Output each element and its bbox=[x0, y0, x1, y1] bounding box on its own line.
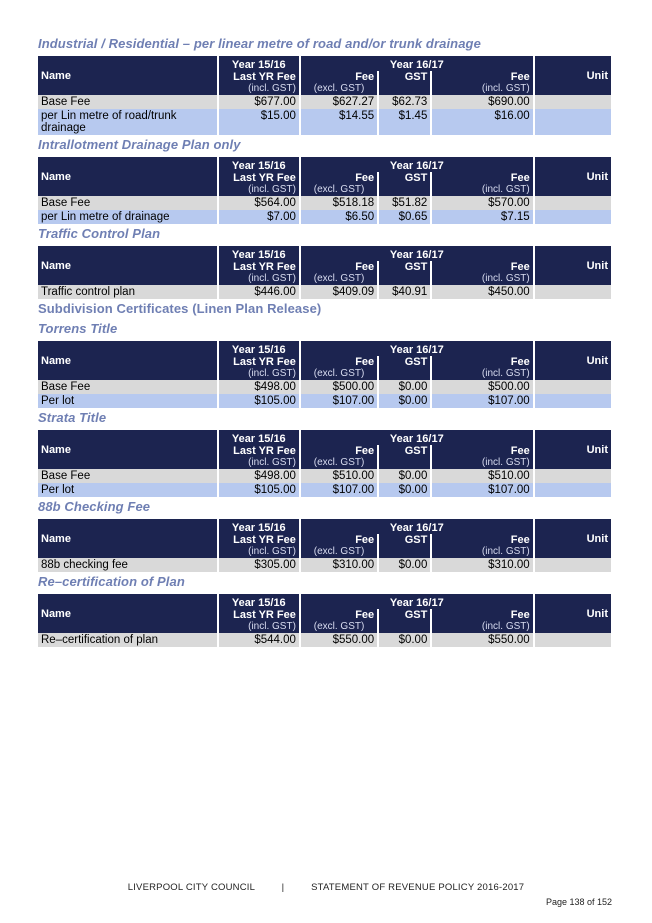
column-header-gst: GST bbox=[379, 609, 430, 621]
column-header-gst: GST bbox=[379, 445, 430, 457]
cell-gst: $0.00 bbox=[379, 633, 430, 647]
cell-fee-excl: $310.00 bbox=[301, 558, 377, 572]
cell-name: 88b checking fee bbox=[38, 558, 217, 572]
column-subheader-incl-gst: (incl. GST) bbox=[219, 273, 299, 285]
column-subheader-incl-gst: (incl. GST) bbox=[432, 621, 532, 633]
cell-last-yr-fee: $105.00 bbox=[219, 394, 299, 408]
cell-name: Per lot bbox=[38, 394, 217, 408]
section-title: Re–certification of Plan bbox=[38, 574, 185, 589]
cell-name: Base Fee bbox=[38, 95, 217, 109]
cell-fee-incl: $570.00 bbox=[432, 196, 532, 210]
cell-gst: $0.65 bbox=[379, 210, 430, 224]
footer-org: LIVERPOOL CITY COUNCIL bbox=[127, 882, 255, 893]
cell-fee-excl: $107.00 bbox=[301, 483, 377, 497]
cell-fee-incl: $690.00 bbox=[432, 95, 532, 109]
section-title: Industrial / Residential – per linear metre of road and/or trunk drainage bbox=[38, 36, 481, 51]
section-title: Strata Title bbox=[38, 410, 107, 425]
column-header-fee-incl: Fee bbox=[432, 534, 532, 546]
column-header-gst: GST bbox=[379, 172, 430, 184]
column-header-year-prev: Year 15/16 bbox=[219, 594, 299, 609]
column-header-fee-incl: Fee bbox=[432, 609, 532, 621]
cell-last-yr-fee: $305.00 bbox=[219, 558, 299, 572]
cell-unit bbox=[535, 558, 611, 572]
cell-fee-incl: $510.00 bbox=[432, 469, 532, 483]
column-header-year-curr: Year 16/17 bbox=[301, 56, 533, 71]
fee-table bbox=[36, 430, 613, 497]
cell-unit bbox=[535, 483, 611, 497]
cell-unit bbox=[535, 196, 611, 210]
column-header-name: Name bbox=[38, 341, 217, 380]
column-subheader-incl-gst: (incl. GST) bbox=[432, 546, 532, 558]
column-header-name: Name bbox=[38, 430, 217, 469]
column-header-year-curr: Year 16/17 bbox=[301, 246, 533, 261]
column-header-year-curr: Year 16/17 bbox=[301, 594, 533, 609]
column-header-year-curr: Year 16/17 bbox=[301, 341, 533, 356]
cell-fee-incl: $16.00 bbox=[432, 109, 532, 135]
cell-gst: $40.91 bbox=[379, 285, 430, 299]
column-subheader-excl-gst: (excl. GST) bbox=[301, 83, 377, 95]
column-header-fee-excl: Fee bbox=[301, 172, 377, 184]
cell-last-yr-fee: $7.00 bbox=[219, 210, 299, 224]
cell-fee-incl: $450.00 bbox=[432, 285, 532, 299]
column-header-unit: Unit bbox=[535, 519, 611, 558]
cell-fee-excl: $14.55 bbox=[301, 109, 377, 135]
cell-gst: $0.00 bbox=[379, 469, 430, 483]
table-row bbox=[38, 285, 611, 299]
column-header-last-yr-fee: Last YR Fee bbox=[219, 71, 299, 83]
cell-gst: $51.82 bbox=[379, 196, 430, 210]
column-header-unit: Unit bbox=[535, 157, 611, 196]
cell-gst: $62.73 bbox=[379, 95, 430, 109]
cell-gst: $0.00 bbox=[379, 558, 430, 572]
cell-name: per Lin metre of road/trunk drainage bbox=[38, 109, 217, 135]
page-number: Page 138 of 152 bbox=[545, 897, 612, 907]
footer-doc-title: STATEMENT OF REVENUE POLICY 2016-2017 bbox=[311, 882, 525, 893]
fee-table bbox=[36, 594, 613, 647]
column-header-fee-incl: Fee bbox=[432, 261, 532, 273]
section-title: Traffic Control Plan bbox=[38, 226, 161, 241]
cell-last-yr-fee: $498.00 bbox=[219, 469, 299, 483]
cell-gst: $0.00 bbox=[379, 483, 430, 497]
column-subheader-gst-blank bbox=[379, 621, 430, 633]
column-header-unit: Unit bbox=[535, 430, 611, 469]
cell-fee-incl: $107.00 bbox=[432, 394, 532, 408]
column-subheader-incl-gst: (incl. GST) bbox=[432, 83, 532, 95]
column-header-last-yr-fee: Last YR Fee bbox=[219, 445, 299, 457]
table-row bbox=[38, 210, 611, 224]
column-subheader-excl-gst: (excl. GST) bbox=[301, 457, 377, 469]
fee-table bbox=[36, 519, 613, 572]
cell-gst: $1.45 bbox=[379, 109, 430, 135]
table-row bbox=[38, 469, 611, 483]
cell-last-yr-fee: $544.00 bbox=[219, 633, 299, 647]
cell-name: Base Fee bbox=[38, 469, 217, 483]
column-subheader-incl-gst: (incl. GST) bbox=[432, 457, 532, 469]
column-header-year-prev: Year 15/16 bbox=[219, 341, 299, 356]
cell-last-yr-fee: $677.00 bbox=[219, 95, 299, 109]
cell-fee-incl: $500.00 bbox=[432, 380, 532, 394]
cell-fee-excl: $107.00 bbox=[301, 394, 377, 408]
column-header-gst: GST bbox=[379, 261, 430, 273]
table-row bbox=[38, 380, 611, 394]
column-header-fee-excl: Fee bbox=[301, 609, 377, 621]
column-subheader-gst-blank bbox=[379, 546, 430, 558]
column-header-year-curr: Year 16/17 bbox=[301, 519, 533, 534]
column-subheader-incl-gst: (incl. GST) bbox=[432, 368, 532, 380]
cell-last-yr-fee: $498.00 bbox=[219, 380, 299, 394]
column-header-gst: GST bbox=[379, 71, 430, 83]
column-header-fee-excl: Fee bbox=[301, 356, 377, 368]
cell-unit bbox=[535, 394, 611, 408]
table-row bbox=[38, 394, 611, 408]
column-header-year-prev: Year 15/16 bbox=[219, 56, 299, 71]
table-row bbox=[38, 95, 611, 109]
cell-last-yr-fee: $446.00 bbox=[219, 285, 299, 299]
fee-schedule bbox=[38, 36, 614, 649]
cell-last-yr-fee: $564.00 bbox=[219, 196, 299, 210]
cell-unit bbox=[535, 95, 611, 109]
fee-table bbox=[36, 157, 613, 224]
column-subheader-gst-blank bbox=[379, 184, 430, 196]
table-row bbox=[38, 558, 611, 572]
column-subheader-incl-gst: (incl. GST) bbox=[219, 83, 299, 95]
cell-unit bbox=[535, 285, 611, 299]
column-subheader-incl-gst: (incl. GST) bbox=[432, 184, 532, 196]
column-header-fee-excl: Fee bbox=[301, 445, 377, 457]
cell-fee-excl: $518.18 bbox=[301, 196, 377, 210]
column-header-unit: Unit bbox=[535, 56, 611, 95]
column-subheader-gst-blank bbox=[379, 273, 430, 285]
column-header-gst: GST bbox=[379, 534, 430, 546]
column-subheader-incl-gst: (incl. GST) bbox=[219, 546, 299, 558]
column-subheader-excl-gst: (excl. GST) bbox=[301, 621, 377, 633]
column-subheader-incl-gst: (incl. GST) bbox=[219, 621, 299, 633]
column-subheader-gst-blank bbox=[379, 83, 430, 95]
section-title: Intrallotment Drainage Plan only bbox=[38, 137, 241, 152]
column-header-name: Name bbox=[38, 56, 217, 95]
cell-fee-excl: $500.00 bbox=[301, 380, 377, 394]
cell-fee-incl: $7.15 bbox=[432, 210, 532, 224]
cell-unit bbox=[535, 380, 611, 394]
cell-fee-excl: $550.00 bbox=[301, 633, 377, 647]
cell-name: per Lin metre of drainage bbox=[38, 210, 217, 224]
column-header-year-prev: Year 15/16 bbox=[219, 430, 299, 445]
column-header-name: Name bbox=[38, 519, 217, 558]
column-header-name: Name bbox=[38, 246, 217, 285]
column-subheader-excl-gst: (excl. GST) bbox=[301, 546, 377, 558]
cell-name: Base Fee bbox=[38, 380, 217, 394]
table-row bbox=[38, 196, 611, 210]
fee-table bbox=[36, 246, 613, 299]
cell-fee-excl: $510.00 bbox=[301, 469, 377, 483]
cell-unit bbox=[535, 210, 611, 224]
fee-table bbox=[36, 56, 613, 135]
cell-name: Traffic control plan bbox=[38, 285, 217, 299]
cell-last-yr-fee: $15.00 bbox=[219, 109, 299, 135]
column-header-fee-incl: Fee bbox=[432, 172, 532, 184]
column-subheader-incl-gst: (incl. GST) bbox=[219, 368, 299, 380]
column-header-fee-incl: Fee bbox=[432, 356, 532, 368]
footer-separator: | bbox=[281, 882, 285, 893]
column-header-last-yr-fee: Last YR Fee bbox=[219, 261, 299, 273]
cell-fee-incl: $550.00 bbox=[432, 633, 532, 647]
cell-gst: $0.00 bbox=[379, 394, 430, 408]
table-row bbox=[38, 483, 611, 497]
column-header-last-yr-fee: Last YR Fee bbox=[219, 534, 299, 546]
column-header-unit: Unit bbox=[535, 341, 611, 380]
column-header-fee-excl: Fee bbox=[301, 71, 377, 83]
column-header-year-curr: Year 16/17 bbox=[301, 430, 533, 445]
cell-fee-excl: $627.27 bbox=[301, 95, 377, 109]
cell-unit bbox=[535, 109, 611, 135]
column-header-unit: Unit bbox=[535, 594, 611, 633]
cell-unit bbox=[535, 469, 611, 483]
column-subheader-gst-blank bbox=[379, 457, 430, 469]
column-header-year-prev: Year 15/16 bbox=[219, 246, 299, 261]
column-header-year-prev: Year 15/16 bbox=[219, 157, 299, 172]
fee-table bbox=[36, 341, 613, 408]
column-subheader-gst-blank bbox=[379, 368, 430, 380]
column-header-name: Name bbox=[38, 157, 217, 196]
cell-fee-incl: $107.00 bbox=[432, 483, 532, 497]
column-subheader-incl-gst: (incl. GST) bbox=[219, 457, 299, 469]
cell-last-yr-fee: $105.00 bbox=[219, 483, 299, 497]
column-subheader-incl-gst: (incl. GST) bbox=[219, 184, 299, 196]
cell-name: Re–certification of plan bbox=[38, 633, 217, 647]
column-subheader-incl-gst: (incl. GST) bbox=[432, 273, 532, 285]
cell-name: Base Fee bbox=[38, 196, 217, 210]
column-subheader-excl-gst: (excl. GST) bbox=[301, 184, 377, 196]
section-heading: Subdivision Certificates (Linen Plan Release) bbox=[38, 301, 322, 316]
column-header-fee-incl: Fee bbox=[432, 445, 532, 457]
section-title: Torrens Title bbox=[38, 321, 118, 336]
column-header-fee-incl: Fee bbox=[432, 71, 532, 83]
page-footer bbox=[0, 882, 652, 893]
column-header-last-yr-fee: Last YR Fee bbox=[219, 609, 299, 621]
column-subheader-excl-gst: (excl. GST) bbox=[301, 273, 377, 285]
column-header-year-prev: Year 15/16 bbox=[219, 519, 299, 534]
column-header-name: Name bbox=[38, 594, 217, 633]
column-header-fee-excl: Fee bbox=[301, 261, 377, 273]
column-header-last-yr-fee: Last YR Fee bbox=[219, 356, 299, 368]
column-header-last-yr-fee: Last YR Fee bbox=[219, 172, 299, 184]
cell-unit bbox=[535, 633, 611, 647]
column-header-year-curr: Year 16/17 bbox=[301, 157, 533, 172]
table-row bbox=[38, 109, 611, 135]
cell-name: Per lot bbox=[38, 483, 217, 497]
cell-fee-excl: $409.09 bbox=[301, 285, 377, 299]
column-header-gst: GST bbox=[379, 356, 430, 368]
section-title: 88b Checking Fee bbox=[38, 499, 151, 514]
table-row bbox=[38, 633, 611, 647]
cell-fee-excl: $6.50 bbox=[301, 210, 377, 224]
column-header-unit: Unit bbox=[535, 246, 611, 285]
cell-fee-incl: $310.00 bbox=[432, 558, 532, 572]
column-subheader-excl-gst: (excl. GST) bbox=[301, 368, 377, 380]
cell-gst: $0.00 bbox=[379, 380, 430, 394]
column-header-fee-excl: Fee bbox=[301, 534, 377, 546]
